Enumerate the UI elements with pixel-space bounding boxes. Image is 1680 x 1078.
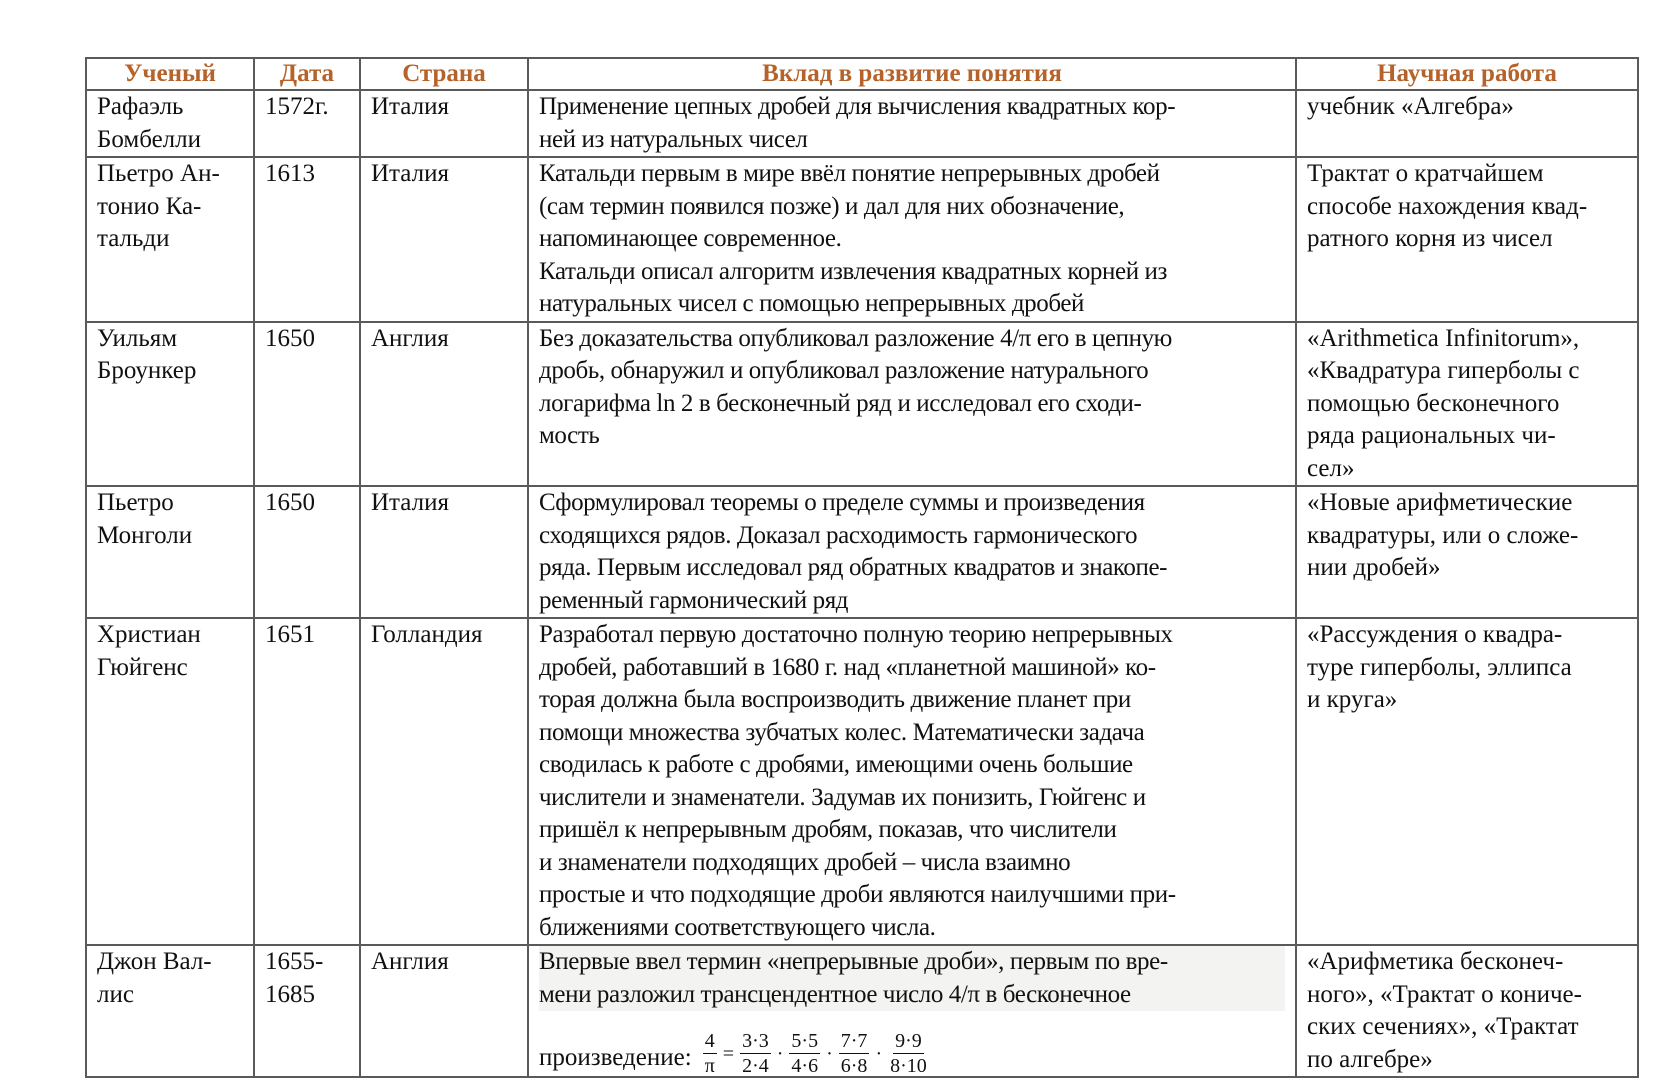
cell-scientist	[86, 157, 254, 322]
scientist-name-line: Христиан	[97, 621, 201, 648]
date-line: 1685	[265, 980, 315, 1008]
contribution-line: пришёл к непрерывным дробям, показав, что числители	[539, 816, 1117, 843]
multiply-dot: ·	[776, 1042, 784, 1065]
table-row	[86, 618, 1638, 945]
contribution-line: Применение цепных дробей для вычисления квадратных кор-	[539, 93, 1176, 120]
formula-prefix: произведение:	[539, 1043, 692, 1071]
header-scientist: Ученый	[86, 58, 254, 90]
cell-work	[1296, 90, 1638, 157]
cell-scientist	[86, 90, 254, 157]
work-title-line: нии дробей»	[1307, 554, 1441, 581]
cell-date	[254, 157, 360, 322]
cell-date	[254, 618, 360, 945]
contribution-line: и знаменатели подходящих дробей – числа взаимно	[539, 848, 1071, 876]
cell-work	[1296, 486, 1638, 618]
contribution-line: ременный гармонический ряд	[539, 586, 849, 614]
work-title-line: ских сечениях», «Трактат	[1307, 1013, 1579, 1040]
work-title-line: по алгебре»	[1307, 1045, 1433, 1073]
cell-scientist	[86, 945, 254, 1077]
scientist-name-line: лис	[97, 980, 134, 1008]
cell-date	[254, 486, 360, 618]
cell-scientist	[86, 322, 254, 487]
wallis-product-formula	[700, 1031, 932, 1076]
contribution-line: мени разложил трансцендентное число 4/π в бесконечное	[539, 979, 1285, 1012]
multiply-dot: ·	[875, 1042, 883, 1065]
date-line: 1651	[265, 621, 315, 648]
numerator: 9·9	[895, 1030, 922, 1052]
work-title-line: туре гиперболы, эллипса	[1307, 653, 1572, 681]
contribution-line: Впервые ввел термин «непрерывные дроби», первым по вре-	[539, 946, 1285, 979]
multiply-dot: ·	[826, 1042, 833, 1065]
cell-country	[360, 486, 528, 618]
denominator: 4·6	[791, 1055, 819, 1077]
country-text: Голландия	[371, 621, 483, 648]
formula-term-fraction	[836, 1031, 873, 1076]
scientist-name-line: Пьетро	[97, 489, 174, 516]
formula-line	[539, 1011, 1285, 1076]
scientist-name-line: Броункер	[97, 357, 197, 384]
contribution-line: ряда. Первым исследовал ряд обратных квадратов и знакопе-	[539, 554, 1168, 581]
contribution-line: натуральных чисел с помощью непрерывных дробей	[539, 290, 1085, 317]
contribution-line: ближениями соответствующего числа.	[539, 913, 936, 941]
cell-country	[360, 945, 528, 1077]
contribution-line: сходящихся рядов. Доказал расходимость гармонического	[539, 521, 1138, 549]
scientist-name-line: Рафаэль	[97, 93, 184, 120]
work-title-line: ряда рациональных чи-	[1307, 422, 1556, 449]
table-body	[86, 90, 1638, 1077]
cell-contribution	[528, 157, 1296, 322]
work-title-line: «Рассуждения о квадра-	[1307, 621, 1563, 648]
country-text: Италия	[371, 93, 449, 120]
cell-scientist	[86, 618, 254, 945]
work-title-line: «Арифметика бесконеч-	[1307, 948, 1564, 975]
cell-scientist	[86, 486, 254, 618]
cell-work	[1296, 618, 1638, 945]
contribution-line: напоминающее современное.	[539, 225, 842, 252]
denominator: 2·4	[742, 1055, 769, 1077]
denominator: 8·10	[890, 1055, 927, 1077]
table-row	[86, 486, 1638, 618]
work-title-line: «Новые арифметические	[1307, 489, 1573, 516]
date-line: 1650	[265, 324, 315, 352]
formula-term-fraction	[786, 1031, 823, 1076]
formula-term-fraction	[737, 1031, 774, 1076]
numerator: 4	[704, 1030, 715, 1052]
contribution-line: простые и что подходящие дроби являются наилучшими при-	[539, 881, 1176, 908]
table-row	[86, 322, 1638, 487]
header-date: Дата	[254, 58, 360, 90]
cell-work	[1296, 157, 1638, 322]
work-title-line: квадратуры, или о сложе-	[1307, 521, 1579, 549]
numerator: 3·3	[742, 1030, 769, 1052]
contribution-line: дробей, работавший в 1680 г. над «планетной машиной» ко-	[539, 653, 1156, 681]
cell-date	[254, 322, 360, 487]
scientist-name-line: Гюйгенс	[97, 653, 188, 681]
contribution-line: логарифма ln 2 в бесконечный ряд и исследовал его сходи-	[539, 389, 1142, 417]
table-row	[86, 945, 1638, 1077]
scientist-name-line: тальди	[97, 225, 170, 252]
work-title-line: и круга»	[1307, 686, 1398, 713]
scientist-name-line: Бомбелли	[97, 125, 202, 153]
denominator: π	[704, 1055, 715, 1077]
contribution-line: Сформулировал теоремы о пределе суммы и произведения	[539, 489, 1145, 516]
work-title-line: способе нахождения квад-	[1307, 192, 1588, 220]
cell-country	[360, 157, 528, 322]
scientist-name-line: тонио Ка-	[97, 192, 202, 220]
cell-contribution	[528, 90, 1296, 157]
contribution-line: числители и знаменатели. Задумав их понизить, Гюйгенс и	[539, 783, 1146, 811]
contribution-line: помощи множества зубчатых колес. Математически задача	[539, 718, 1145, 746]
denominator: 6·8	[840, 1055, 868, 1077]
header-country: Страна	[360, 58, 528, 90]
header-work: Научная работа	[1296, 58, 1638, 90]
work-title-line: «Квадратура гиперболы с	[1307, 357, 1580, 384]
cell-contribution	[528, 322, 1296, 487]
cell-date	[254, 945, 360, 1077]
contribution-line: мость	[539, 422, 600, 449]
header-row	[86, 58, 1638, 90]
contribution-line: дробь, обнаружил и опубликовал разложение натурального	[539, 357, 1149, 384]
scientist-name-line: Джон Вал-	[97, 948, 212, 975]
table-row	[86, 90, 1638, 157]
work-title-line: ратного корня из чисел	[1307, 225, 1553, 252]
work-title-line: «Arithmetica Infinitorum»,	[1307, 324, 1580, 352]
date-line: 1572г.	[265, 93, 329, 120]
date-line: 1650	[265, 489, 315, 516]
numerator: 7·7	[840, 1030, 868, 1052]
contribution-line: Разработал первую достаточно полную теорию непрерывных	[539, 621, 1173, 648]
equals-sign: =	[722, 1042, 735, 1065]
contribution-line: (сам термин появился позже) и дал для них обозначение,	[539, 192, 1125, 220]
cell-country	[360, 322, 528, 487]
contribution-line: ней из натуральных чисел	[539, 125, 808, 153]
country-text: Италия	[371, 160, 449, 187]
country-text: Англия	[371, 948, 449, 975]
table-row	[86, 157, 1638, 322]
header-contribution: Вклад в развитие понятия	[528, 58, 1296, 90]
cell-country	[360, 618, 528, 945]
date-line: 1655-	[265, 948, 324, 975]
scientist-name-line: Пьетро Ан-	[97, 160, 220, 187]
country-text: Италия	[371, 489, 449, 516]
country-text: Англия	[371, 324, 449, 352]
formula-lhs-fraction	[700, 1031, 720, 1076]
work-title-line: ного», «Трактат о кониче-	[1307, 980, 1582, 1008]
work-title-line: Трактат о кратчайшем	[1307, 160, 1544, 187]
cell-contribution	[528, 945, 1296, 1077]
work-title-line: учебник «Алгебра»	[1307, 93, 1514, 120]
cell-contribution	[528, 618, 1296, 945]
work-title-line: сел»	[1307, 454, 1355, 482]
formula-term-fraction	[885, 1031, 932, 1076]
date-line: 1613	[265, 160, 315, 187]
scientist-name-line: Уильям	[97, 324, 178, 352]
scientists-table	[85, 57, 1639, 1078]
cell-date	[254, 90, 360, 157]
contribution-line: сводилась к работе с дробями, имеющими очень большие	[539, 751, 1133, 778]
scientist-name-line: Монголи	[97, 521, 193, 549]
cell-country	[360, 90, 528, 157]
contribution-line: Катальди описал алгоритм извлечения квадратных корней из	[539, 257, 1167, 285]
contribution-line: торая должна была воспроизводить движение планет при	[539, 686, 1131, 713]
cell-work	[1296, 945, 1638, 1077]
cell-contribution	[528, 486, 1296, 618]
work-title-line: помощью бесконечного	[1307, 389, 1560, 417]
contribution-line: Без доказательства опубликовал разложение 4/π его в цепную	[539, 324, 1172, 352]
numerator: 5·5	[791, 1030, 819, 1052]
cell-work	[1296, 322, 1638, 487]
contribution-line: Катальди первым в мире ввёл понятие непрерывных дробей	[539, 160, 1160, 187]
